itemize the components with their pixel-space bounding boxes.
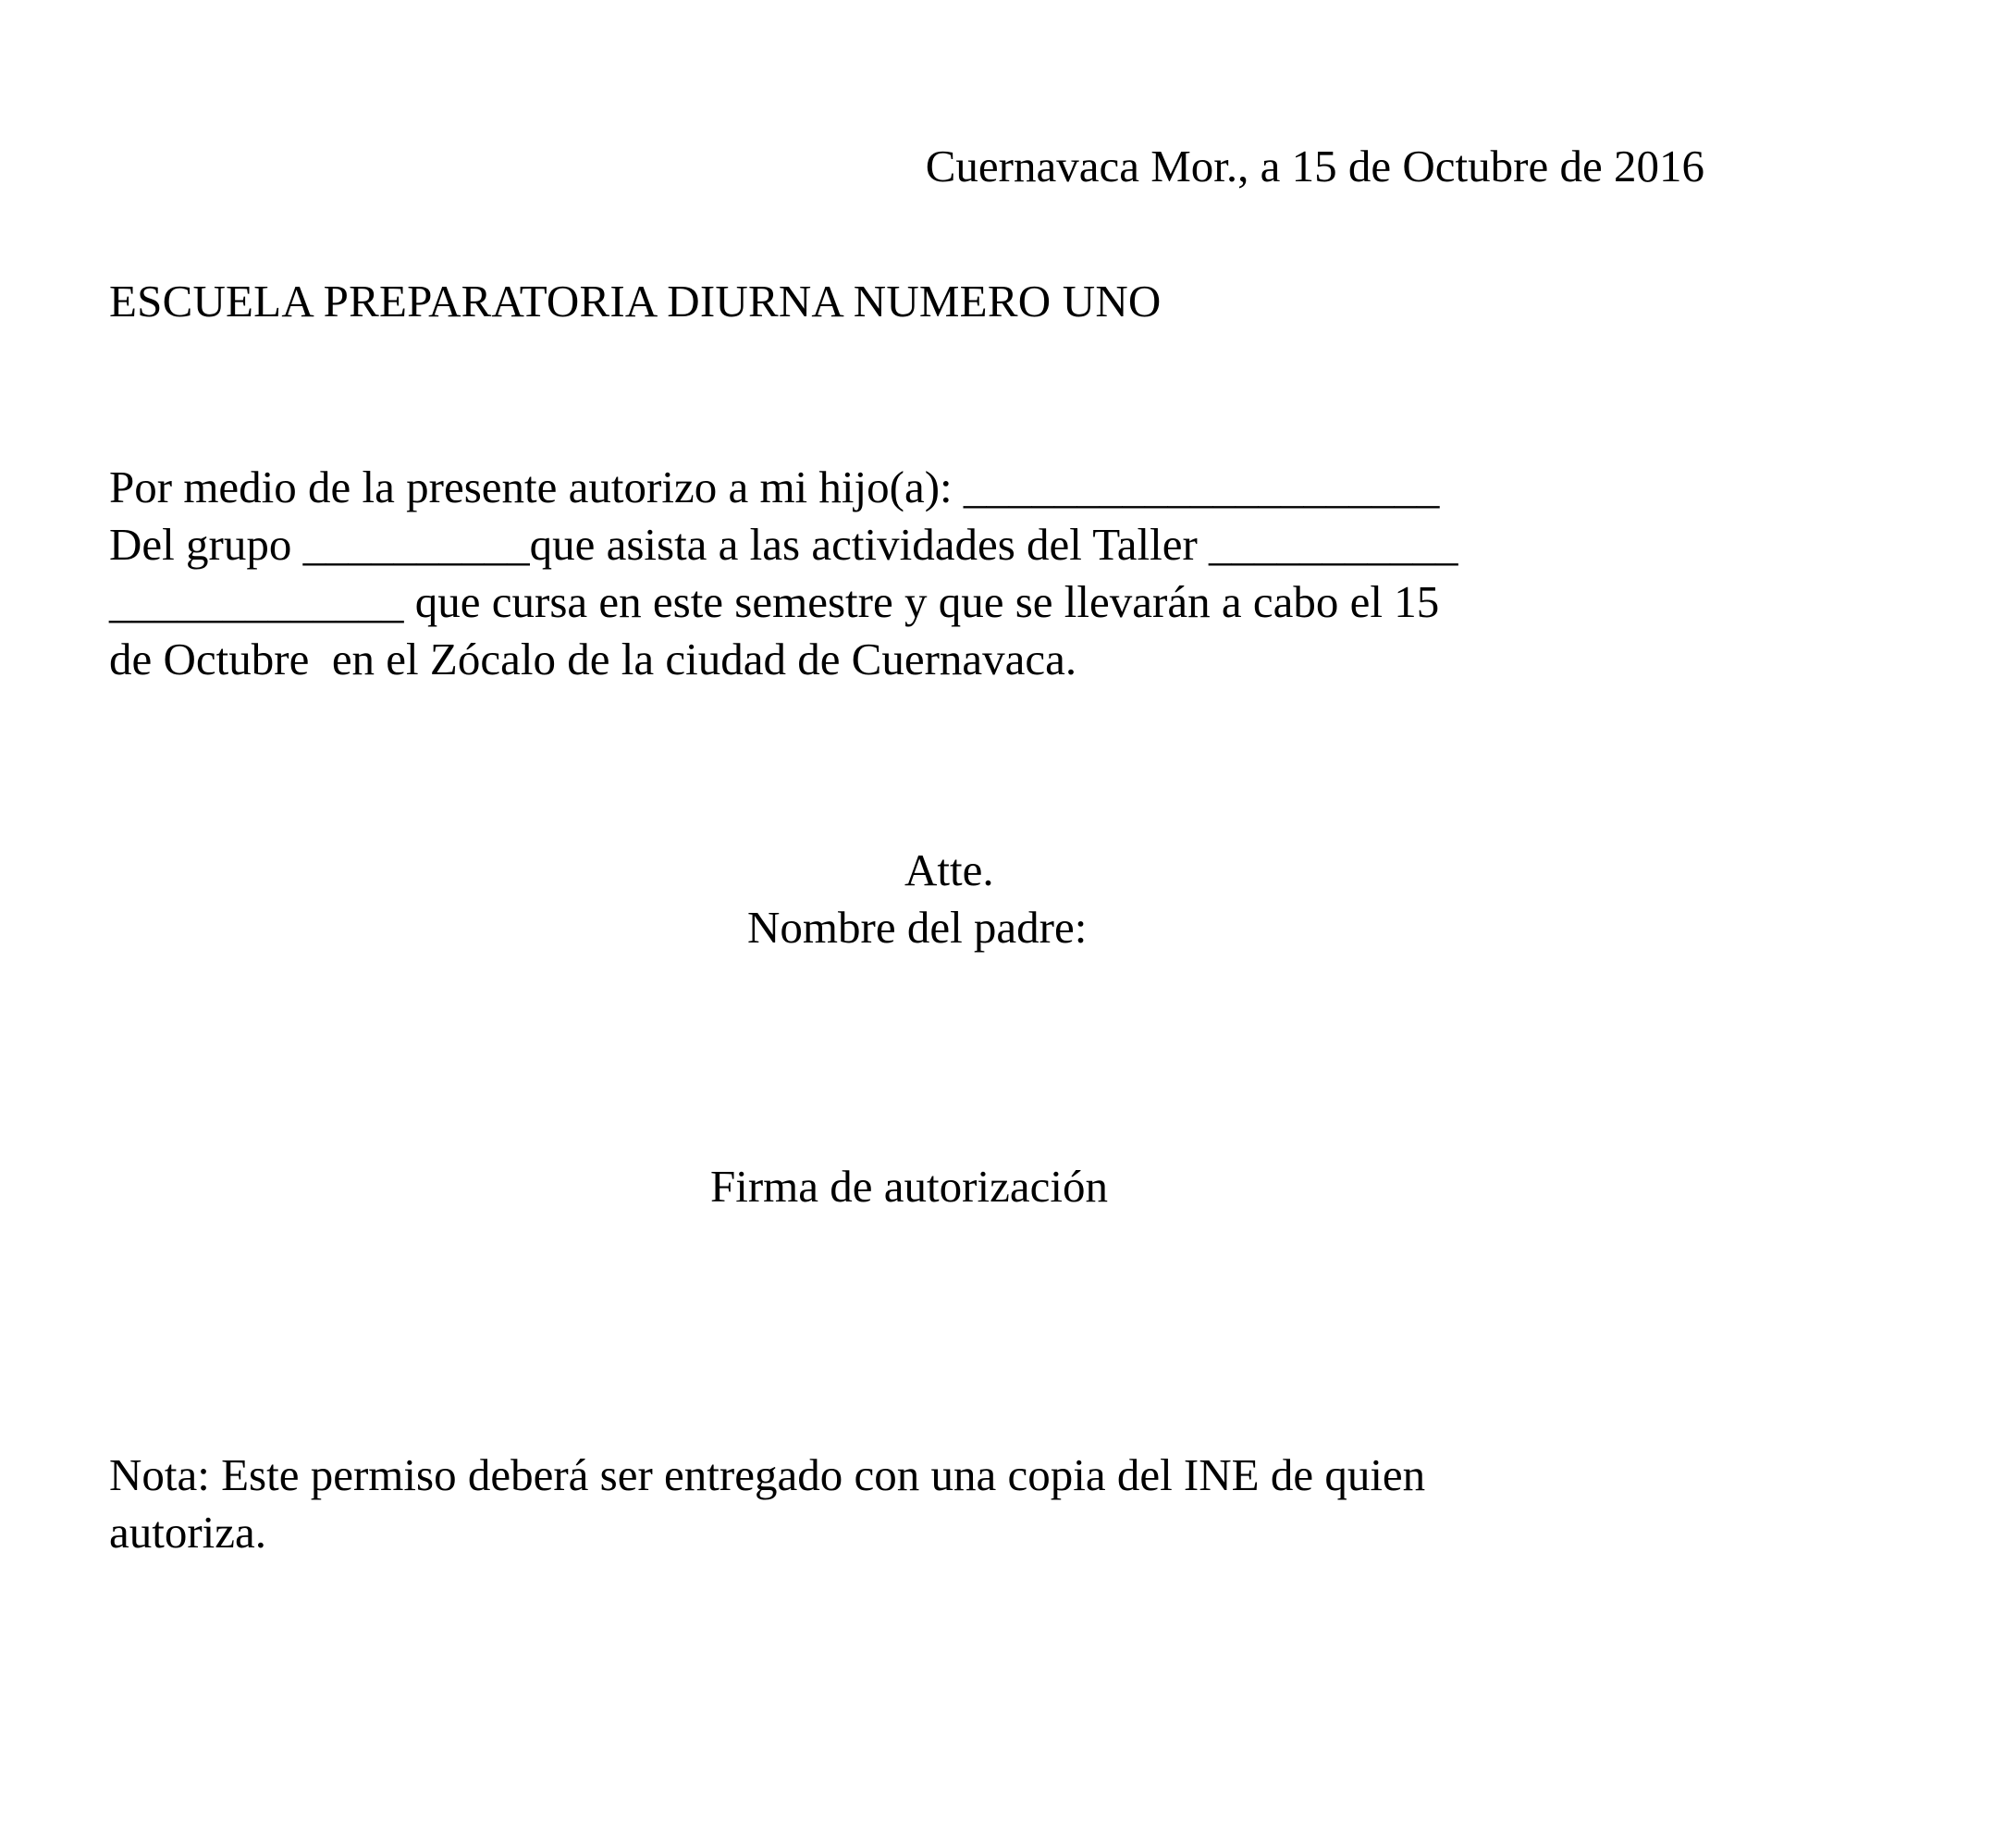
parent-name-label: Nombre del padre: (747, 902, 1088, 953)
atte-label: Atte. (904, 844, 994, 895)
authorization-line-4: de Octubre en el Zócalo de la ciudad de Cuernavaca. (109, 634, 1077, 684)
date-line: Cuernavaca Mor., a 15 de Octubre de 2016 (925, 141, 1704, 191)
school-name-heading: ESCUELA PREPARATORIA DIURNA NUMERO UNO (109, 276, 1162, 326)
note-line-1: Nota: Este permiso deberá ser entregado con una copia del INE de quien (109, 1449, 1426, 1500)
authorization-line-3: _____________ que cursa en este semestre y que se llevarán a cabo el 15 (109, 576, 1440, 627)
note-line-2: autoriza. (109, 1507, 267, 1558)
closing-block (109, 842, 1894, 1215)
authorization-line-1: Por medio de la presente autorizo a mi hijo(a): _____________________ (109, 462, 1440, 512)
authorization-paragraph (109, 459, 1894, 688)
note-block (109, 1447, 1894, 1561)
signature-label: Firma de autorización (710, 1161, 1108, 1212)
authorization-line-2: Del grupo __________que asista a las actividades del Taller ___________ (109, 519, 1458, 570)
document-body (109, 139, 1894, 1561)
